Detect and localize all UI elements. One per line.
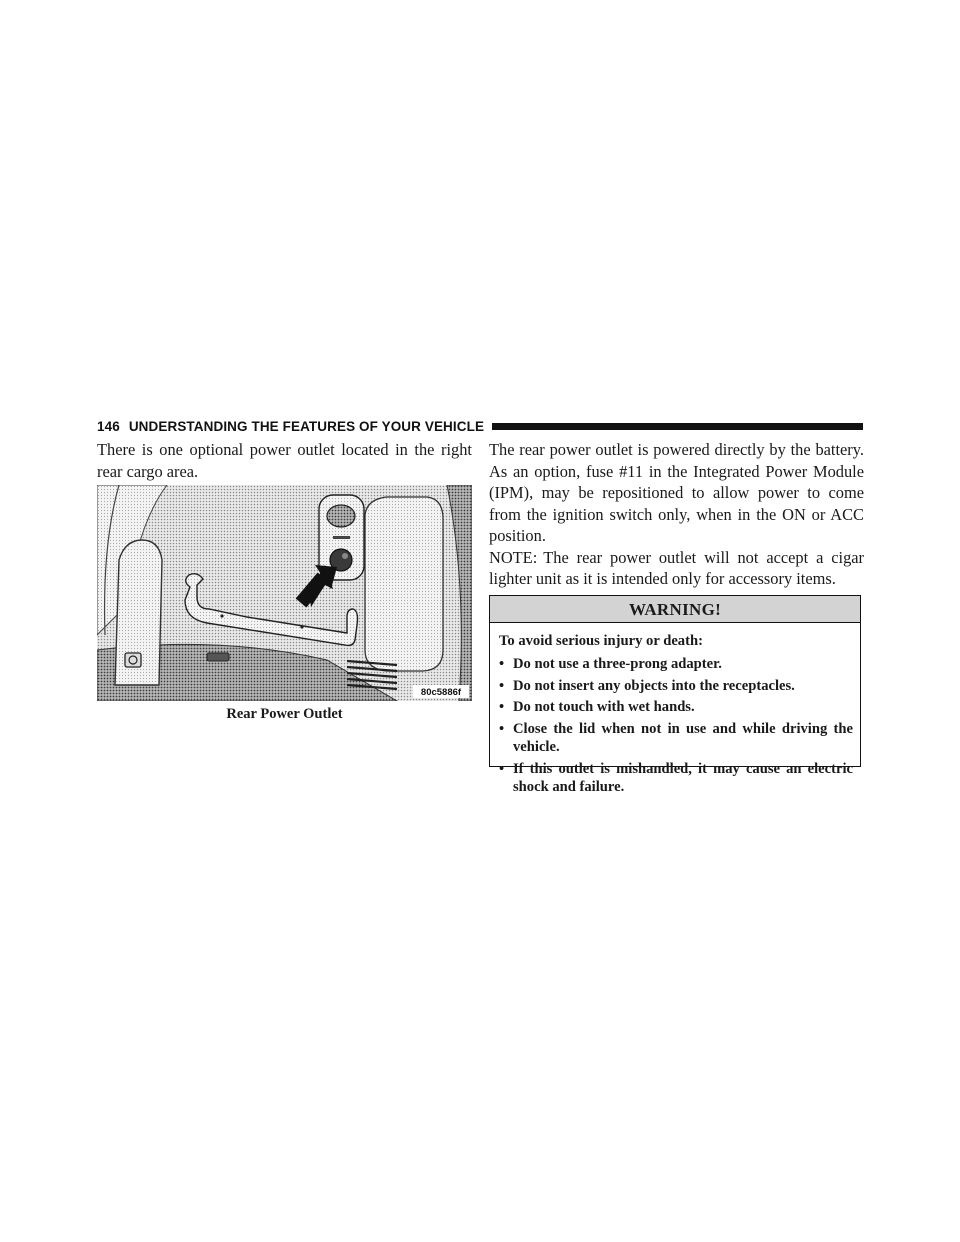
intro-paragraph: There is one optional power outlet located in the right rear cargo area.: [97, 440, 472, 481]
warning-item: • Do not touch with wet hands.: [499, 699, 695, 715]
note-label: NOTE:: [489, 547, 538, 567]
left-column: [97, 439, 472, 482]
power-source-paragraph: The rear power outlet is powered directly by the battery. As an option, fuse #11 in the Integrated Power Module (IPM), may be repositioned to allow power to come from the ignition switch only, when in the ON or ACC position.: [489, 440, 864, 545]
bullet-icon: •: [499, 677, 505, 694]
right-column: [489, 439, 864, 590]
warning-title: WARNING!: [490, 596, 860, 623]
figure-caption: Rear Power Outlet: [226, 706, 343, 722]
warning-box: [489, 595, 861, 795]
bullet-icon: •: [499, 760, 505, 777]
page-header: [97, 418, 863, 434]
rear-power-outlet-illustration: [97, 485, 472, 701]
bullet-icon: •: [499, 656, 505, 672]
header-rule: [492, 423, 863, 430]
note-paragraph: [489, 547, 864, 590]
note-text: The rear power outlet will not accept a cigar lighter unit as it is intended only for accessory items.: [489, 547, 864, 588]
warning-item: • If this outlet is mishandled, it may cause an electric shock and failure.: [499, 760, 853, 795]
warning-body: [490, 623, 860, 797]
warning-item: • Do not use a three-prong adapter.: [499, 656, 722, 672]
warning-intro: To avoid serious injury or death:: [499, 633, 703, 649]
bullet-icon: •: [499, 699, 505, 715]
warning-item: • Do not insert any objects into the receptacles.: [499, 677, 795, 694]
warning-list: [499, 655, 853, 797]
section-title: UNDERSTANDING THE FEATURES OF YOUR VEHICLE: [128, 418, 485, 434]
warning-item: • Close the lid when not in use and while driving the vehicle.: [499, 720, 853, 755]
bullet-icon: •: [499, 720, 505, 737]
figure-code: 80c5886f: [420, 687, 462, 698]
page-number: 146: [97, 418, 120, 434]
